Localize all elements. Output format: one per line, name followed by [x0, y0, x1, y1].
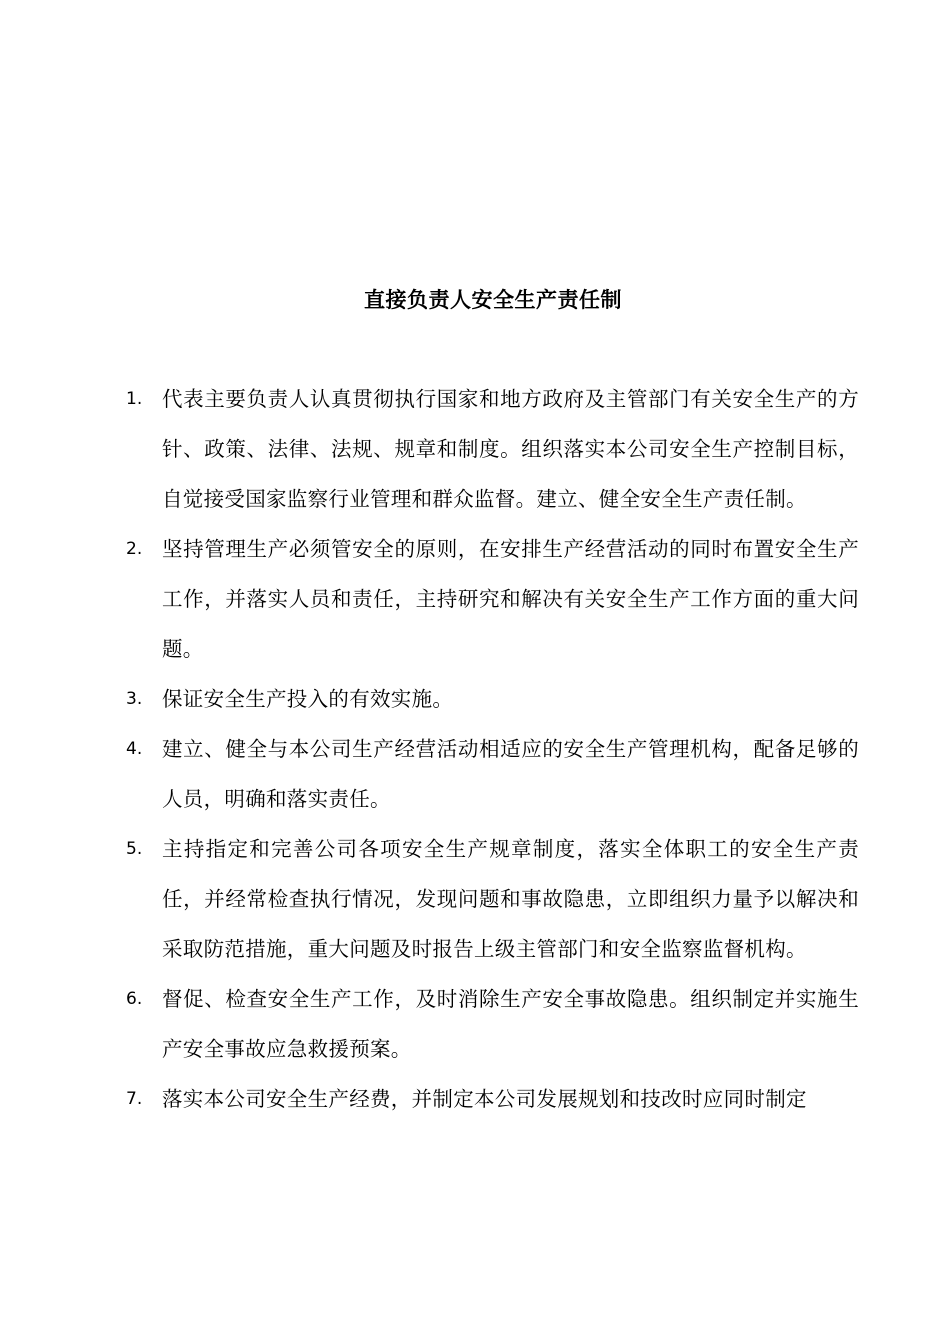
item-text: 坚持管理生产必须管安全的原则，在安排生产经营活动的同时布置安全生产工作，并落实人员和责任，主持研究和解决有关安全生产工作方面的重大问题。	[162, 537, 859, 661]
item-text: 代表主要负责人认真贯彻执行国家和地方政府及主管部门有关安全生产的方针、政策、法律、法规、规章和制度。组织落实本公司安全生产控制目标，自觉接受国家监察行业管理和群众监督。建立、健全安全生产责任制。	[162, 387, 859, 511]
item-number: 5.	[126, 839, 143, 859]
item-number: 4.	[126, 739, 143, 759]
item-text: 督促、检查安全生产工作，及时消除生产安全事故隐患。组织制定并实施生产安全事故应急救援预案。	[162, 987, 859, 1061]
item-number: 3.	[126, 689, 143, 709]
item-text: 主持指定和完善公司各项安全生产规章制度，落实全体职工的安全生产责任，并经常检查执行情况，发现问题和事故隐患，立即组织力量予以解决和采取防范措施，重大问题及时报告上级主管部门和安全监察监督机构。	[162, 837, 859, 961]
document-title: 直接负责人安全生产责任制	[364, 288, 622, 312]
list-item	[0, 974, 950, 1074]
item-number: 7.	[126, 1089, 143, 1109]
list-item	[0, 374, 950, 524]
list-item	[0, 724, 950, 824]
list-item	[0, 674, 950, 724]
list-item	[0, 1074, 950, 1124]
item-number: 1.	[126, 389, 143, 409]
item-text: 建立、健全与本公司生产经营活动相适应的安全生产管理机构，配备足够的人员，明确和落实责任。	[162, 737, 859, 811]
item-number: 2.	[126, 539, 143, 559]
list-item	[0, 824, 950, 974]
item-text: 落实本公司安全生产经费，并制定本公司发展规划和技改时应同时制定	[162, 1087, 807, 1111]
item-number: 6.	[126, 989, 143, 1009]
list-item	[0, 524, 950, 674]
responsibility-list	[0, 374, 950, 1124]
item-text: 保证安全生产投入的有效实施。	[162, 687, 454, 711]
